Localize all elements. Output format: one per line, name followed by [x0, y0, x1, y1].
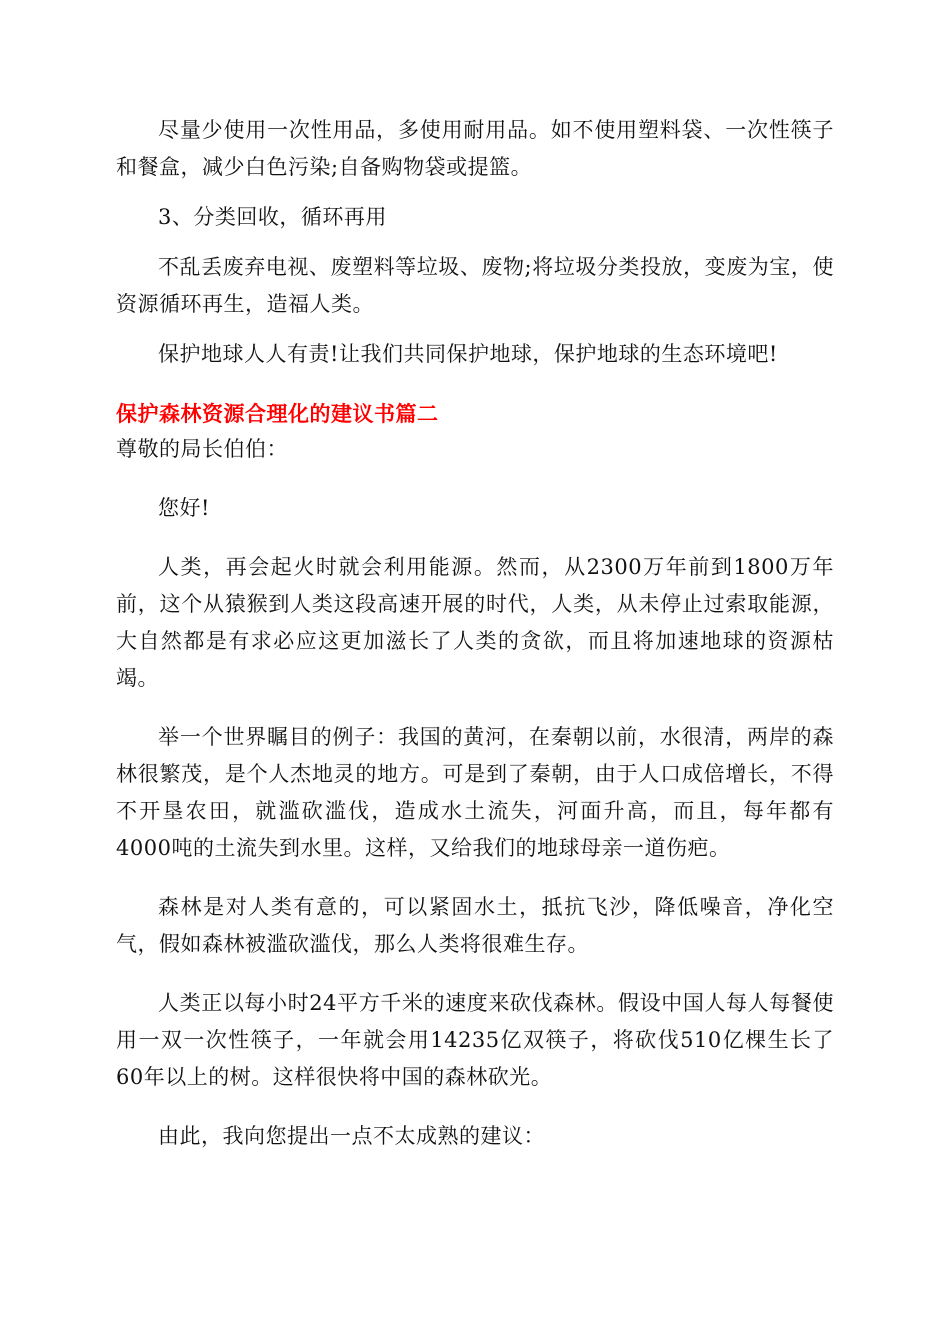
paragraph-recycle-body: 不乱丢废弃电视、废塑料等垃圾、废物;将垃圾分类投放，变废为宝，使资源循环再生，造福人类。: [116, 255, 834, 316]
paragraph-recycle-title: 3、分类回收，循环再用: [158, 205, 387, 229]
paragraph-suggestion-intro: 由此，我向您提出一点不太成熟的建议：: [158, 1124, 545, 1148]
paragraph-yellow-river: 举一个世界瞩目的例子：我国的黄河，在秦朝以前，水很清，两岸的森林很繁茂，是个人杰地灵的地方。可是到了秦朝，由于人口成倍增长，不得不开垦农田，就滥砍滥伐，造成水土流失，河面升高，而且，每年都有4000吨的土流失到水里。这样，又给我们的地球母亲一道伤疤。: [116, 725, 834, 860]
paragraph-closing: 保护地球人人有责!让我们共同保护地球，保护地球的生态环境吧!: [158, 342, 778, 366]
paragraph-greeting: 您好!: [158, 496, 210, 520]
paragraph-forest-benefits: 森林是对人类有意的，可以紧固水土，抵抗飞沙，降低噪音，净化空气，假如森林被滥砍滥伐，那么人类将很难生存。: [116, 895, 834, 956]
section-heading: 保护森林资源合理化的建议书篇二: [116, 402, 439, 426]
paragraph-disposables: 尽量少使用一次性用品，多使用耐用品。如不使用塑料袋、一次性筷子和餐盒，减少白色污染;自备购物袋或提篮。: [116, 118, 834, 179]
paragraph-energy: 人类，再会起火时就会利用能源。然而，从2300万年前到1800万年前，这个从猿猴到人类这段高速开展的时代，人类，从未停止过索取能源，大自然都是有求必应这更加滋长了人类的贪欲，而且将加速地球的资源枯竭。: [116, 555, 834, 690]
paragraph-deforestation-rate: 人类正以每小时24平方千米的速度来砍伐森林。假设中国人每人每餐使用一双一次性筷子，一年就会用14235亿双筷子，将砍伐510亿棵生长了60年以上的树。这样很快将中国的森林砍光。: [116, 991, 834, 1089]
salutation: 尊敬的局长伯伯：: [116, 437, 288, 461]
